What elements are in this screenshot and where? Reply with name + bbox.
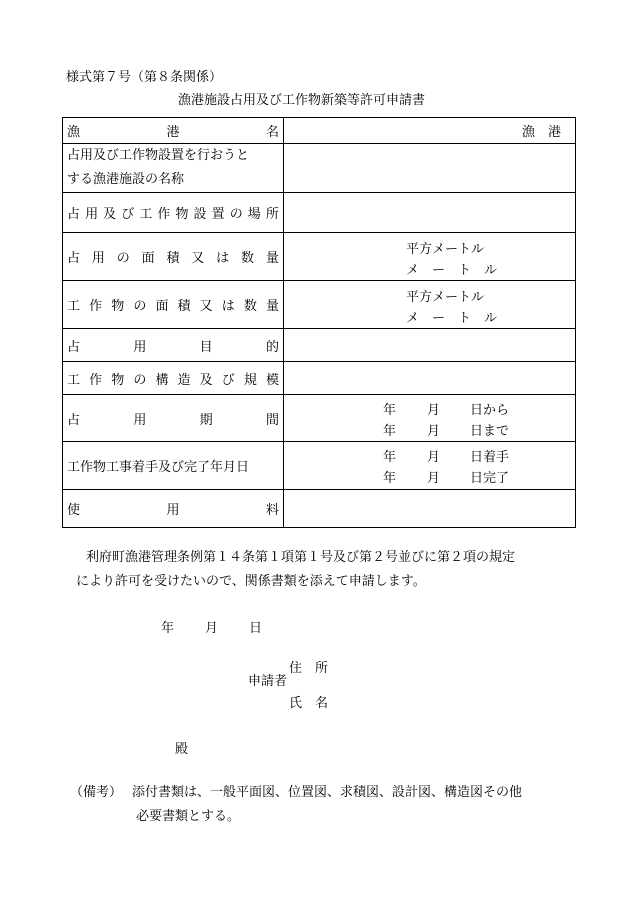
table-row-facility-name [63,144,576,193]
application-table [62,117,576,528]
label-construction-dates: 工作物工事着手及び完了年月日 [63,442,284,490]
label-char: 量 [265,299,279,314]
label-char: 又 [191,251,205,266]
address-label: 住 所 [289,661,329,676]
value-usage-fee[interactable] [284,490,576,528]
label-char: 工 [139,207,153,222]
unit-meters: メ ー ト ル [406,311,498,326]
construction-start: 年 月 日着手 [383,450,510,465]
label-char: 置 [211,207,225,222]
label-char: 占 [67,339,81,355]
statement-line-1: 利府町漁港管理条例第１４条第１項第１号及び第２号並びに第２項の規定 [86,550,516,565]
table-row-location [63,193,576,233]
label-char: 積 [166,251,180,266]
label-char: 作 [89,299,103,314]
value-structure-area[interactable] [284,281,576,329]
table-row-structure-area [63,281,576,329]
unit-meters: メ ー ト ル [406,263,498,278]
remarks-line-2: 必要書類とする。 [136,809,241,824]
statement-line-2: により許可を受けたいので、関係書類を添えて申請します。 [76,574,426,589]
label-char: 造 [177,372,191,388]
label-occupancy-area [63,233,284,281]
period-from: 年 月 日から [383,403,510,418]
label-char: 用 [166,503,180,518]
label-char: 名 [265,125,279,140]
label-char: の [133,299,147,314]
label-char: 港 [166,125,180,140]
label-char: 用 [133,412,147,428]
label-char: 工 [67,372,81,388]
label-char: 面 [141,251,155,266]
unit-square-meters: 平方メートル [406,242,485,257]
application-statement [76,546,596,594]
remarks-text: 添付書類は、一般平面図、位置図、求積図、設計図、構造図その他 [132,785,523,800]
table-row-usage-fee [63,490,576,528]
table-row-occupancy-area [63,233,576,281]
form-number: 様式第７号（第８条関係） [66,70,223,85]
label-char: 設 [193,207,207,222]
addressee-honorific: 殿 [175,742,189,757]
label-char: 用 [91,251,105,266]
unit-square-meters: 平方メートル [406,290,485,305]
value-location[interactable] [284,193,576,233]
label-char: 物 [111,299,125,314]
label-char: 作 [89,372,103,388]
form-title: 漁港施設占用及び工作物新築等許可申請書 [178,93,426,108]
label-char: 期 [199,412,213,428]
table-row-fishing-port-name [63,118,576,144]
label-char: 又 [199,299,213,314]
label-char: の [116,251,130,266]
label-facility-name-line2: する漁港施設の名称 [67,172,185,187]
remarks [70,781,590,829]
label-structure-area [63,281,284,329]
label-char: 及 [103,207,117,222]
label-char: 料 [265,503,279,518]
label-char: 模 [265,372,279,388]
value-fishing-port[interactable]: 漁 港 [284,118,576,144]
label-char: 量 [265,251,279,266]
label-char: 的 [265,339,279,355]
label-fishing-port-name [63,118,284,144]
table-row-period [63,395,576,442]
value-structure-scale[interactable] [284,362,576,395]
label-purpose [63,329,284,362]
label-facility-name [63,144,284,193]
label-char: 工 [67,299,81,314]
label-char: 用 [133,339,147,355]
label-usage-fee [63,490,284,528]
table-row-purpose [63,329,576,362]
label-char: 場 [247,207,261,222]
label-char: は [221,299,235,314]
label-location [63,193,284,233]
value-period[interactable] [284,395,576,442]
construction-complete: 年 月 日完了 [383,471,510,486]
label-char: 物 [175,207,189,222]
label-char: 占 [67,412,81,428]
label-char: の [133,372,147,388]
table-row-construction-dates [63,442,576,490]
label-char: 占 [67,251,81,266]
value-purpose[interactable] [284,329,576,362]
label-char: 間 [265,412,279,428]
remarks-line-1 [70,781,590,805]
label-char: は [216,251,230,266]
table-row-structure-scale [63,362,576,395]
label-char: 構 [155,372,169,388]
label-char: 所 [265,207,279,222]
value-occupancy-area[interactable] [284,233,576,281]
label-char: 数 [241,251,255,266]
applicant-label: 申請者 [248,674,288,689]
remarks-label: （備考） [70,785,123,800]
label-char: 占 [67,207,81,222]
label-facility-name-line1: 占用及び工作物設置を行おうと [67,148,250,163]
label-char: 数 [243,299,257,314]
label-char: 及 [199,372,213,388]
label-structure-scale [63,362,284,395]
period-to: 年 月 日まで [383,424,510,439]
label-char: 漁 [67,125,81,140]
value-facility-name[interactable] [284,144,576,193]
label-period [63,395,284,442]
label-char: 物 [111,372,125,388]
label-char: び [121,207,135,222]
label-char: の [229,207,243,222]
label-char: 積 [177,299,191,314]
label-char: 目 [199,339,213,355]
application-date[interactable]: 年 月 日 [161,621,263,636]
name-label: 氏 名 [289,696,329,711]
label-char: 規 [243,372,257,388]
label-char: び [221,372,235,388]
label-char: 使 [67,503,81,518]
label-char: 作 [157,207,171,222]
value-construction-dates[interactable] [284,442,576,490]
label-char: 用 [85,207,99,222]
label-char: 面 [155,299,169,314]
